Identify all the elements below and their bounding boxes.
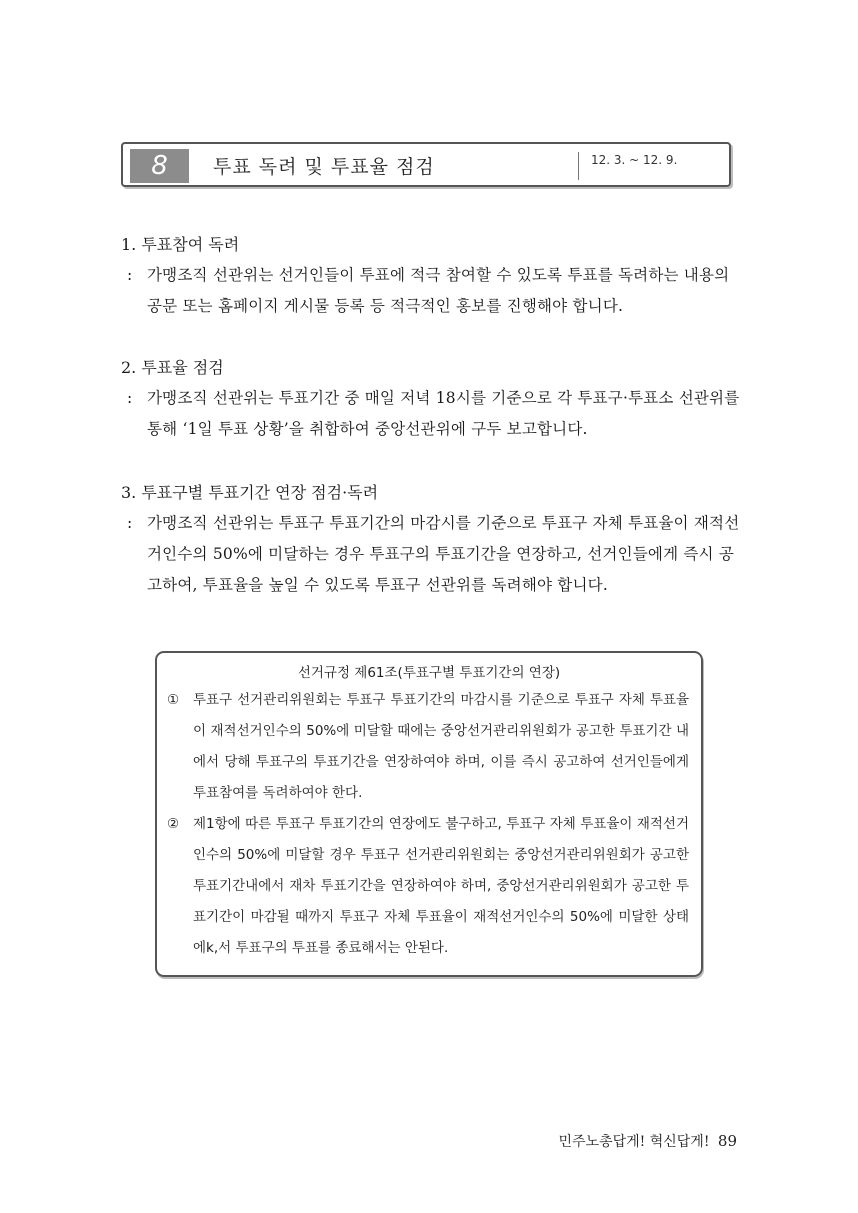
item-body: [121, 383, 741, 445]
page-footer: [559, 1131, 738, 1151]
item-body-text: 가맹조직 선관위는 투표구 투표기간의 마감시를 기준으로 투표구 자체 투표율이 재적선거인수의 50%에 미달하는 경우 투표구의 투표기간을 연장하고, 선거인들에게 즉시 공고하여, 투표율을 높일 수 있도록 투표구 선관위를 독려해야 합니다.: [147, 514, 740, 594]
item-heading: 2. 투표율 점검: [121, 358, 224, 377]
item-body-text: 가맹조직 선관위는 선거인들이 투표에 적극 참여할 수 있도록 투표를 독려하는 내용의 공문 또는 홈페이지 게시물 등록 등 적극적인 홍보를 진행해야 합니다.: [147, 266, 730, 315]
page-number: 89: [717, 1132, 737, 1150]
item-colon: :: [127, 514, 133, 532]
date-divider: [578, 152, 579, 180]
section-title: 투표 독려 및 투표율 점검: [213, 156, 435, 178]
item-vote-encouragement: [121, 230, 741, 322]
item-turnout-check: [121, 353, 741, 445]
clause-text: 제1항에 따른 투표구 투표기간의 연장에도 불구하고, 투표구 자체 투표율이 재적선거인수의 50%에 미달할 경우 투표구 선거관리위원회는 중앙선거관리위원회가 공고한 투표기간내에서 재차 투표기간을 연장하여야 하며, 중앙선거관리위원회가 공고한 투표기간이 마감될 때까지 투표구 자체 투표율이 재적선거인수의 50%에 미달한 상태에k,서 투표구의 투표를 종료해서는 안된다.: [193, 816, 689, 956]
chapter-number-badge: 8: [130, 149, 189, 183]
item-body: [121, 260, 741, 322]
footer-slogan: 민주노총답게! 혁신답게!: [558, 1134, 710, 1150]
regulation-box: [155, 651, 703, 977]
clause-number: ①: [167, 692, 180, 708]
regulation-clause: [167, 685, 689, 809]
regulation-clause: [167, 809, 689, 964]
item-heading: 1. 투표참여 독려: [121, 235, 240, 254]
clause-number: ②: [167, 816, 180, 832]
item-colon: :: [127, 389, 133, 407]
clause-text: 투표구 선거관리위원회는 투표구 투표기간의 마감시를 기준으로 투표구 자체 투표율이 재적선거인수의 50%에 미달할 때에는 중앙선거관리위원회가 공고한 투표기간 내에서 당해 투표구의 투표기간을 연장하여야 하며, 이를 즉시 공고하여 선거인들에게 투표참여를 독려하여야 한다.: [193, 692, 689, 801]
item-body-text: 가맹조직 선관위는 투표기간 중 매일 저녁 18시를 기준으로 각 투표구·투표소 선관위를 통해 ‘1일 투표 상황’을 취합하여 중앙선관위에 구두 보고합니다.: [147, 389, 740, 438]
date-range: 12. 3. ~ 12. 9.: [591, 153, 678, 167]
section-header: [121, 142, 731, 187]
item-body: [121, 508, 741, 601]
item-heading: 3. 투표구별 투표기간 연장 점검·독려: [121, 483, 379, 502]
item-period-extension: [121, 478, 741, 601]
regulation-title: 선거규정 제61조(투표구별 투표기간의 연장): [297, 665, 561, 681]
item-colon: :: [127, 266, 133, 284]
